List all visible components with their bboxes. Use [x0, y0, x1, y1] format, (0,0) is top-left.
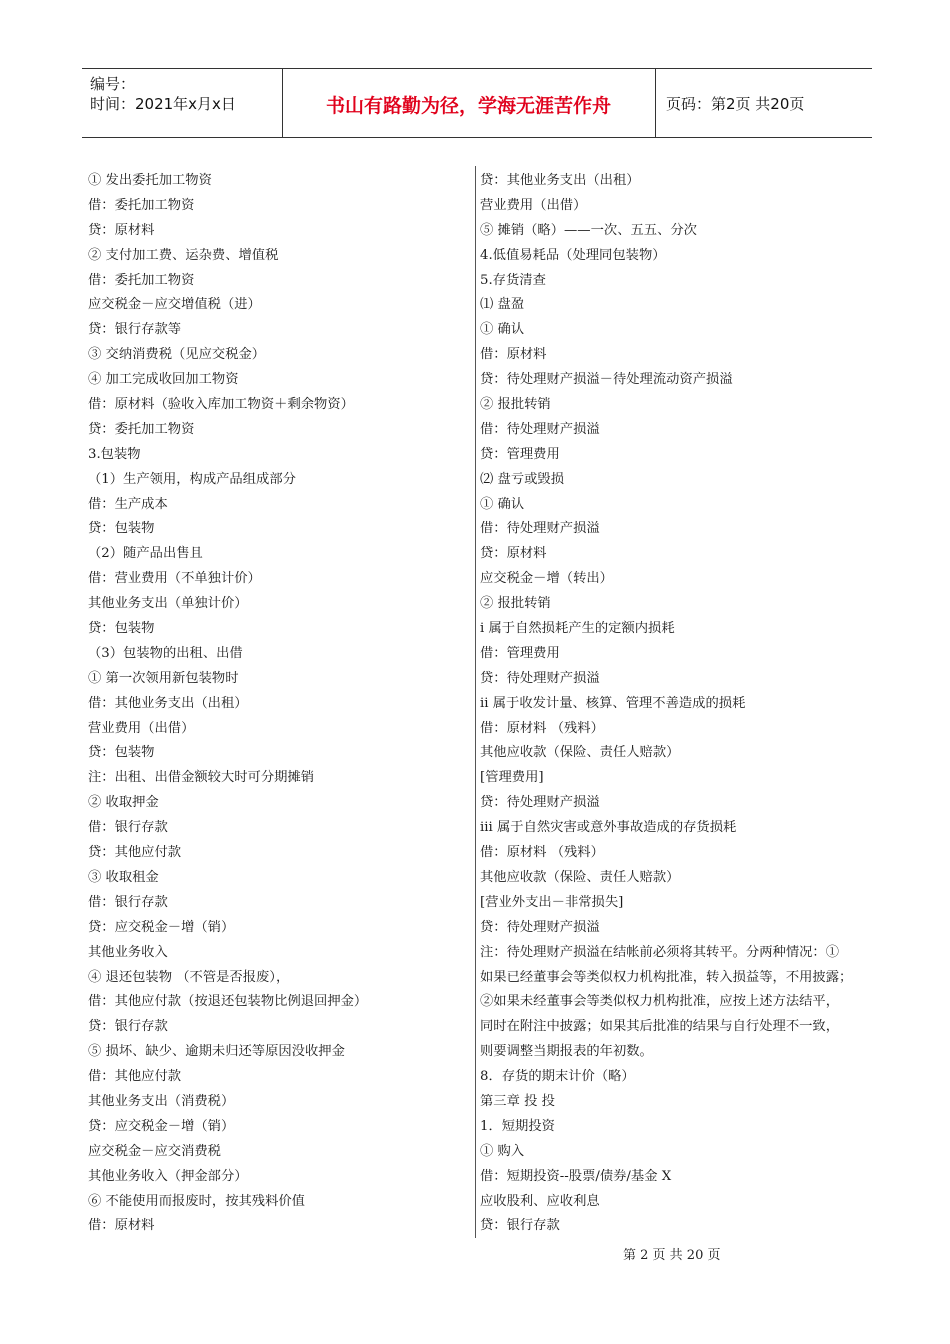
text-line: （3）包装物的出租、出借 [88, 645, 243, 661]
text-line: 借：其他应付款 [88, 1069, 182, 1085]
text-line: ③ 收取租金 [88, 869, 159, 885]
text-line: 借：管理费用 [480, 645, 560, 661]
text-line: 贷：其他应付款 [88, 845, 182, 861]
text-line: 借：委托加工物资 [88, 272, 195, 288]
text-line: 借：银行存款 [88, 894, 168, 910]
text-line: 贷：待处理财产损溢 [480, 795, 600, 811]
text-line: iii 属于自然灾害或意外事故造成的存货损耗 [480, 820, 737, 836]
text-line: ① 确认 [480, 496, 525, 512]
text-line: ② 报批转销 [480, 596, 551, 612]
text-line: 应收股利、应收利息 [480, 1193, 600, 1209]
text-line: 借：其他业务支出（出租） [88, 695, 248, 711]
text-line: 1．短期投资 [480, 1118, 555, 1134]
text-line: 借：原材料 [480, 347, 547, 363]
text-line: 营业费用（出借） [480, 197, 587, 213]
text-line: ④ 加工完成收回加工物资 [88, 372, 239, 388]
text-line: ② 报批转销 [480, 397, 551, 413]
text-line: 借：其他应付款（按退还包装物比例退回押金） [88, 994, 368, 1010]
text-line: 其他业务收入（押金部分） [88, 1168, 248, 1184]
text-line: 贷：委托加工物资 [88, 421, 195, 437]
text-line: 贷：管理费用 [480, 446, 560, 462]
text-line: 注：待处理财产损溢在结帐前必须将其转平。分两种情况：① [480, 944, 840, 960]
document-time-label: 时间：2021年x月x日 [90, 95, 236, 113]
text-line: [管理费用] [480, 770, 544, 786]
text-line: ii 属于收发计量、核算、管理不善造成的损耗 [480, 695, 746, 711]
text-line: 5.存货清查 [480, 272, 546, 288]
text-line: 贷：银行存款 [480, 1218, 560, 1234]
column-divider [475, 166, 476, 1238]
text-line: 贷：其他业务支出（出租） [480, 173, 640, 188]
text-line: 贷：待处理财产损溢－待处理流动资产损溢 [480, 372, 733, 388]
text-line: ⑴ 盘盈 [480, 297, 525, 313]
text-line: 贷：应交税金－增（销） [88, 1118, 235, 1134]
text-line: i 属于自然损耗产生的定额内损耗 [480, 621, 675, 637]
text-line: 贷：银行存款 [88, 1019, 168, 1035]
text-line: ① 购入 [480, 1143, 525, 1159]
text-line: 贷：待处理财产损溢 [480, 919, 600, 935]
text-line: 借：生产成本 [88, 496, 168, 512]
left-column [88, 169, 468, 1239]
text-line: 贷：应交税金－增（销） [88, 919, 235, 935]
text-line: ⑥ 不能使用而报废时，按其残料价值 [88, 1193, 305, 1209]
document-number-label: 编号： [90, 75, 136, 93]
text-line: [营业外支出－非常损失] [480, 894, 624, 910]
text-line: 其他业务支出（消费税） [88, 1093, 235, 1109]
text-line: 3.包装物 [88, 446, 141, 462]
text-line: ② 支付加工费、运杂费、增值税 [88, 247, 279, 263]
text-line: 其他应收款（保险、责任人赔款） [480, 869, 680, 885]
text-line: 其他应收款（保险、责任人赔款） [480, 745, 680, 761]
text-line: 借：原材料 [88, 1218, 155, 1234]
text-line: 4.低值易耗品（处理同包装物） [480, 247, 666, 263]
text-line: 应交税金－应交增值税（进） [88, 297, 261, 313]
text-line: 同时在附注中披露；如果其后批准的结果与自行处理不一致， [480, 1019, 840, 1035]
text-line: ① 发出委托加工物资 [88, 173, 212, 188]
header-info-cell [82, 69, 283, 137]
text-line: 贷：原材料 [480, 546, 547, 562]
header-motto-cell [282, 69, 656, 137]
header-page-cell [656, 69, 872, 137]
text-line: ① 第一次领用新包装物时 [88, 670, 239, 686]
text-line: 贷：银行存款等 [88, 322, 182, 338]
text-line: 借：原材料 （残料） [480, 845, 604, 861]
text-line: 借：委托加工物资 [88, 197, 195, 213]
text-line: 贷：包装物 [88, 621, 155, 637]
text-line: ① 确认 [480, 322, 525, 338]
right-column [480, 169, 880, 1239]
text-line: ⑤ 摊销（略）——一次、五五、分次 [480, 222, 697, 238]
text-line: 借：短期投资--股票/债券/基金 X [480, 1168, 672, 1184]
text-line: 贷：包装物 [88, 521, 155, 537]
page-number-label: 页码：第2页 共20页 [666, 95, 805, 113]
text-line: 其他业务收入 [88, 944, 168, 960]
text-line: ⑵ 盘亏或毁损 [480, 471, 565, 487]
text-line: （2）随产品出售且 [88, 546, 203, 562]
text-line: ④ 退还包装物 （不管是否报废）， [88, 969, 290, 985]
text-line: 其他业务支出（单独计价） [88, 596, 248, 612]
text-line: 借：待处理财产损溢 [480, 421, 600, 437]
text-line: 贷：原材料 [88, 222, 155, 238]
text-line: 借：原材料 （残料） [480, 720, 604, 736]
text-line: 8．存货的期末计价（略） [480, 1069, 635, 1085]
text-line: 借：营业费用（不单独计价） [88, 571, 261, 587]
text-line: 贷：包装物 [88, 745, 155, 761]
text-line: 借：待处理财产损溢 [480, 521, 600, 537]
text-line: 注：出租、出借金额较大时可分期摊销 [88, 770, 315, 786]
text-line: 营业费用（出借） [88, 720, 195, 736]
text-line: 第三章 投 投 [480, 1093, 555, 1109]
page-header [82, 68, 872, 138]
text-line: ③ 交纳消费税（见应交税金） [88, 347, 266, 363]
text-line: 则要调整当期报表的年初数。 [480, 1044, 653, 1060]
text-line: 如果已经董事会等类似权力机构批准，转入损益等，不用披露； [480, 969, 853, 985]
text-line: ②如果未经董事会等类似权力机构批准，应按上述方法结平， [480, 994, 840, 1010]
page-footer: 第 2 页 共 20 页 [623, 1248, 721, 1263]
text-line: 借：银行存款 [88, 820, 168, 836]
text-line: 贷：待处理财产损溢 [480, 670, 600, 686]
text-line: 借：原材料（验收入库加工物资＋剩余物资） [88, 397, 354, 413]
text-line: （1）生产领用，构成产品组成部分 [88, 471, 296, 487]
text-line: 应交税金－应交消费税 [88, 1143, 221, 1159]
text-line: ⑤ 损坏、缺少、逾期未归还等原因没收押金 [88, 1044, 345, 1060]
text-line: ② 收取押金 [88, 795, 159, 811]
motto-text: 书山有路勤为径，学海无涯苦作舟 [325, 95, 611, 117]
text-line: 应交税金－增（转出） [480, 571, 613, 587]
